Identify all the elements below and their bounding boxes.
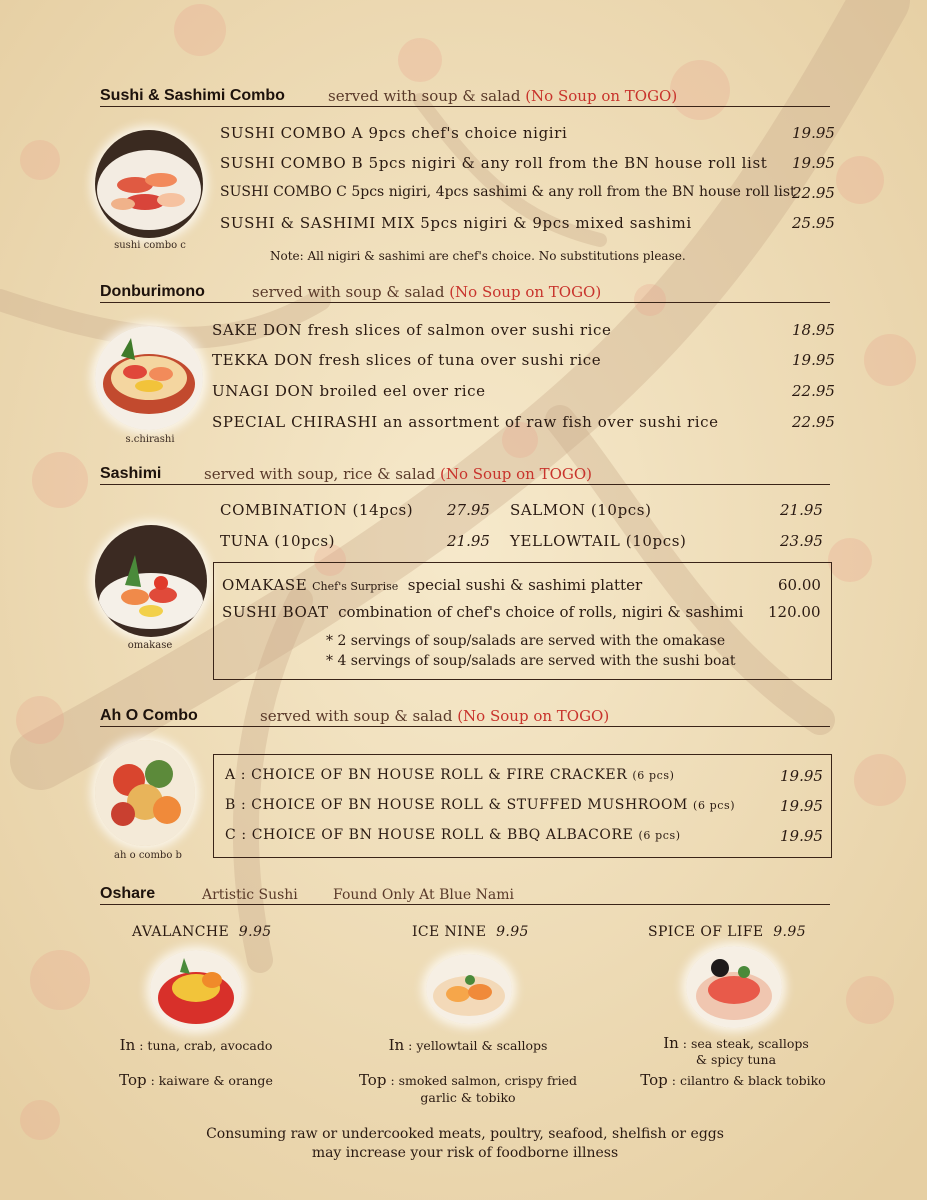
menu-item-unagi-don: UNAGI DON broiled eel over rice xyxy=(212,382,486,400)
section-title: Oshare xyxy=(100,885,156,902)
menu-item-sushi-sashimi-mix: SUSHI & SASHIMI MIX 5pcs nigiri & 9pcs mixed sashimi xyxy=(220,214,692,232)
price: 19.95 xyxy=(780,797,823,815)
menu-item-ah-o-c: C : CHOICE OF BN HOUSE ROLL & BBQ ALBACORE (6 pcs) xyxy=(225,827,681,843)
photo-ice-nine xyxy=(426,954,512,1024)
oshare-top-cont: garlic & tobiko xyxy=(420,1090,516,1105)
section-header-ah-o-combo xyxy=(100,704,830,727)
section-subtitle: Artistic Sushi xyxy=(202,887,298,903)
togo-note: (No Soup on TOGO) xyxy=(449,283,602,301)
togo-note: (No Soup on TOGO) xyxy=(440,465,593,483)
menu-item-salmon: SALMON (10pcs) xyxy=(510,501,652,519)
price: 19.95 xyxy=(792,351,835,369)
health-warning-line-1: Consuming raw or undercooked meats, poultry, seafood, shelfish or eggs xyxy=(206,1126,724,1142)
price: 21.95 xyxy=(780,501,823,519)
price: 18.95 xyxy=(792,321,835,339)
photo-caption: sushi combo c xyxy=(114,240,186,251)
menu-item-special-chirashi: SPECIAL CHIRASHI an assortment of raw fish over sushi rice xyxy=(212,413,719,431)
health-warning-line-2: may increase your risk of foodborne illness xyxy=(311,1145,619,1161)
oshare-in: In : tuna, crab, avocado xyxy=(119,1036,273,1054)
oshare-in: In : sea steak, scallops xyxy=(663,1034,809,1052)
menu-item-sake-don: SAKE DON fresh slices of salmon over sushi rice xyxy=(212,321,612,339)
section-title: Ah O Combo xyxy=(100,707,198,724)
section-subtitle-2: Found Only At Blue Nami xyxy=(333,887,514,903)
photo-caption: ah o combo b xyxy=(114,850,182,861)
photo-s-chirashi xyxy=(95,326,203,430)
price: 19.95 xyxy=(792,124,835,142)
section-subtitle: served with soup & salad (No Soup on TOGO) xyxy=(328,87,678,105)
menu-item-sushi-combo-b: SUSHI COMBO B 5pcs nigiri & any roll from the BN house roll list xyxy=(220,154,768,172)
section-title: Sashimi xyxy=(100,465,162,482)
menu-item-sushi-combo-a: SUSHI COMBO A 9pcs chef's choice nigiri xyxy=(220,124,568,142)
serving-note: * 2 servings of soup/salads are served with the omakase xyxy=(326,633,726,649)
price: 27.95 xyxy=(447,501,490,519)
price: 19.95 xyxy=(792,154,835,172)
menu-item-ah-o-b: B : CHOICE OF BN HOUSE ROLL & STUFFED MUSHROOM (6 pcs) xyxy=(225,797,736,813)
section-subtitle: served with soup & salad (No Soup on TOGO) xyxy=(260,707,610,725)
section-header-sushi-combo xyxy=(100,84,830,107)
menu-item-ah-o-a: A : CHOICE OF BN HOUSE ROLL & FIRE CRACKER (6 pcs) xyxy=(225,767,675,783)
price: 22.95 xyxy=(792,184,835,202)
price: 23.95 xyxy=(780,532,823,550)
oshare-top: Top : kaiware & orange xyxy=(119,1071,273,1089)
section-title: Sushi & Sashimi Combo xyxy=(100,87,285,104)
photo-caption: omakase xyxy=(127,640,173,651)
section-header-sashimi xyxy=(100,462,830,485)
oshare-item-avalanche: AVALANCHE 9.95 xyxy=(132,924,272,940)
menu-item-combination: COMBINATION (14pcs) xyxy=(220,501,414,519)
togo-note: (No Soup on TOGO) xyxy=(525,87,678,105)
price: 60.00 xyxy=(778,576,821,594)
photo-spice-of-life xyxy=(686,946,782,1028)
section-header-donburimono xyxy=(100,280,830,303)
price: 19.95 xyxy=(780,827,823,845)
oshare-item-ice-nine: ICE NINE 9.95 xyxy=(412,924,529,940)
price: 19.95 xyxy=(780,767,823,785)
combo-note: Note: All nigiri & sashimi are chef's choice. No substitutions please. xyxy=(270,249,686,263)
serving-note: * 4 servings of soup/salads are served with the sushi boat xyxy=(326,653,736,669)
price: 25.95 xyxy=(792,214,835,232)
price: 21.95 xyxy=(447,532,490,550)
menu-item-omakase: OMAKASE Chef's Surprise special sushi & sashimi platter xyxy=(222,576,643,594)
section-header-oshare xyxy=(100,882,830,905)
photo-avalanche xyxy=(150,950,242,1030)
menu-item-yellowtail: YELLOWTAIL (10pcs) xyxy=(510,532,687,550)
price: 22.95 xyxy=(792,382,835,400)
oshare-top: Top : cilantro & black tobiko xyxy=(640,1071,826,1089)
oshare-in-cont: & spicy tuna xyxy=(695,1052,777,1067)
togo-note: (No Soup on TOGO) xyxy=(457,707,610,725)
section-subtitle: served with soup & salad (No Soup on TOGO) xyxy=(252,283,602,301)
section-subtitle: served with soup, rice & salad (No Soup on TOGO) xyxy=(204,465,593,483)
photo-omakase xyxy=(95,525,207,637)
menu-item-sushi-boat: SUSHI BOAT combination of chef's choice of rolls, nigiri & sashimi xyxy=(222,603,744,621)
menu-item-tekka-don: TEKKA DON fresh slices of tuna over sushi rice xyxy=(212,351,602,369)
section-title: Donburimono xyxy=(100,283,205,300)
photo-caption: s.chirashi xyxy=(125,434,175,445)
menu-item-sushi-combo-c: SUSHI COMBO C 5pcs nigiri, 4pcs sashimi & any roll from the BN house roll list xyxy=(220,184,796,200)
oshare-item-spice-of-life: SPICE OF LIFE 9.95 xyxy=(648,924,807,940)
menu-item-tuna: TUNA (10pcs) xyxy=(220,532,336,550)
photo-sushi-combo-c xyxy=(95,130,203,238)
price: 22.95 xyxy=(792,413,835,431)
oshare-top: Top : smoked salmon, crispy fried xyxy=(358,1071,578,1089)
photo-ah-o-combo-b xyxy=(95,740,195,846)
price: 120.00 xyxy=(768,603,821,621)
oshare-in: In : yellowtail & scallops xyxy=(388,1036,548,1054)
